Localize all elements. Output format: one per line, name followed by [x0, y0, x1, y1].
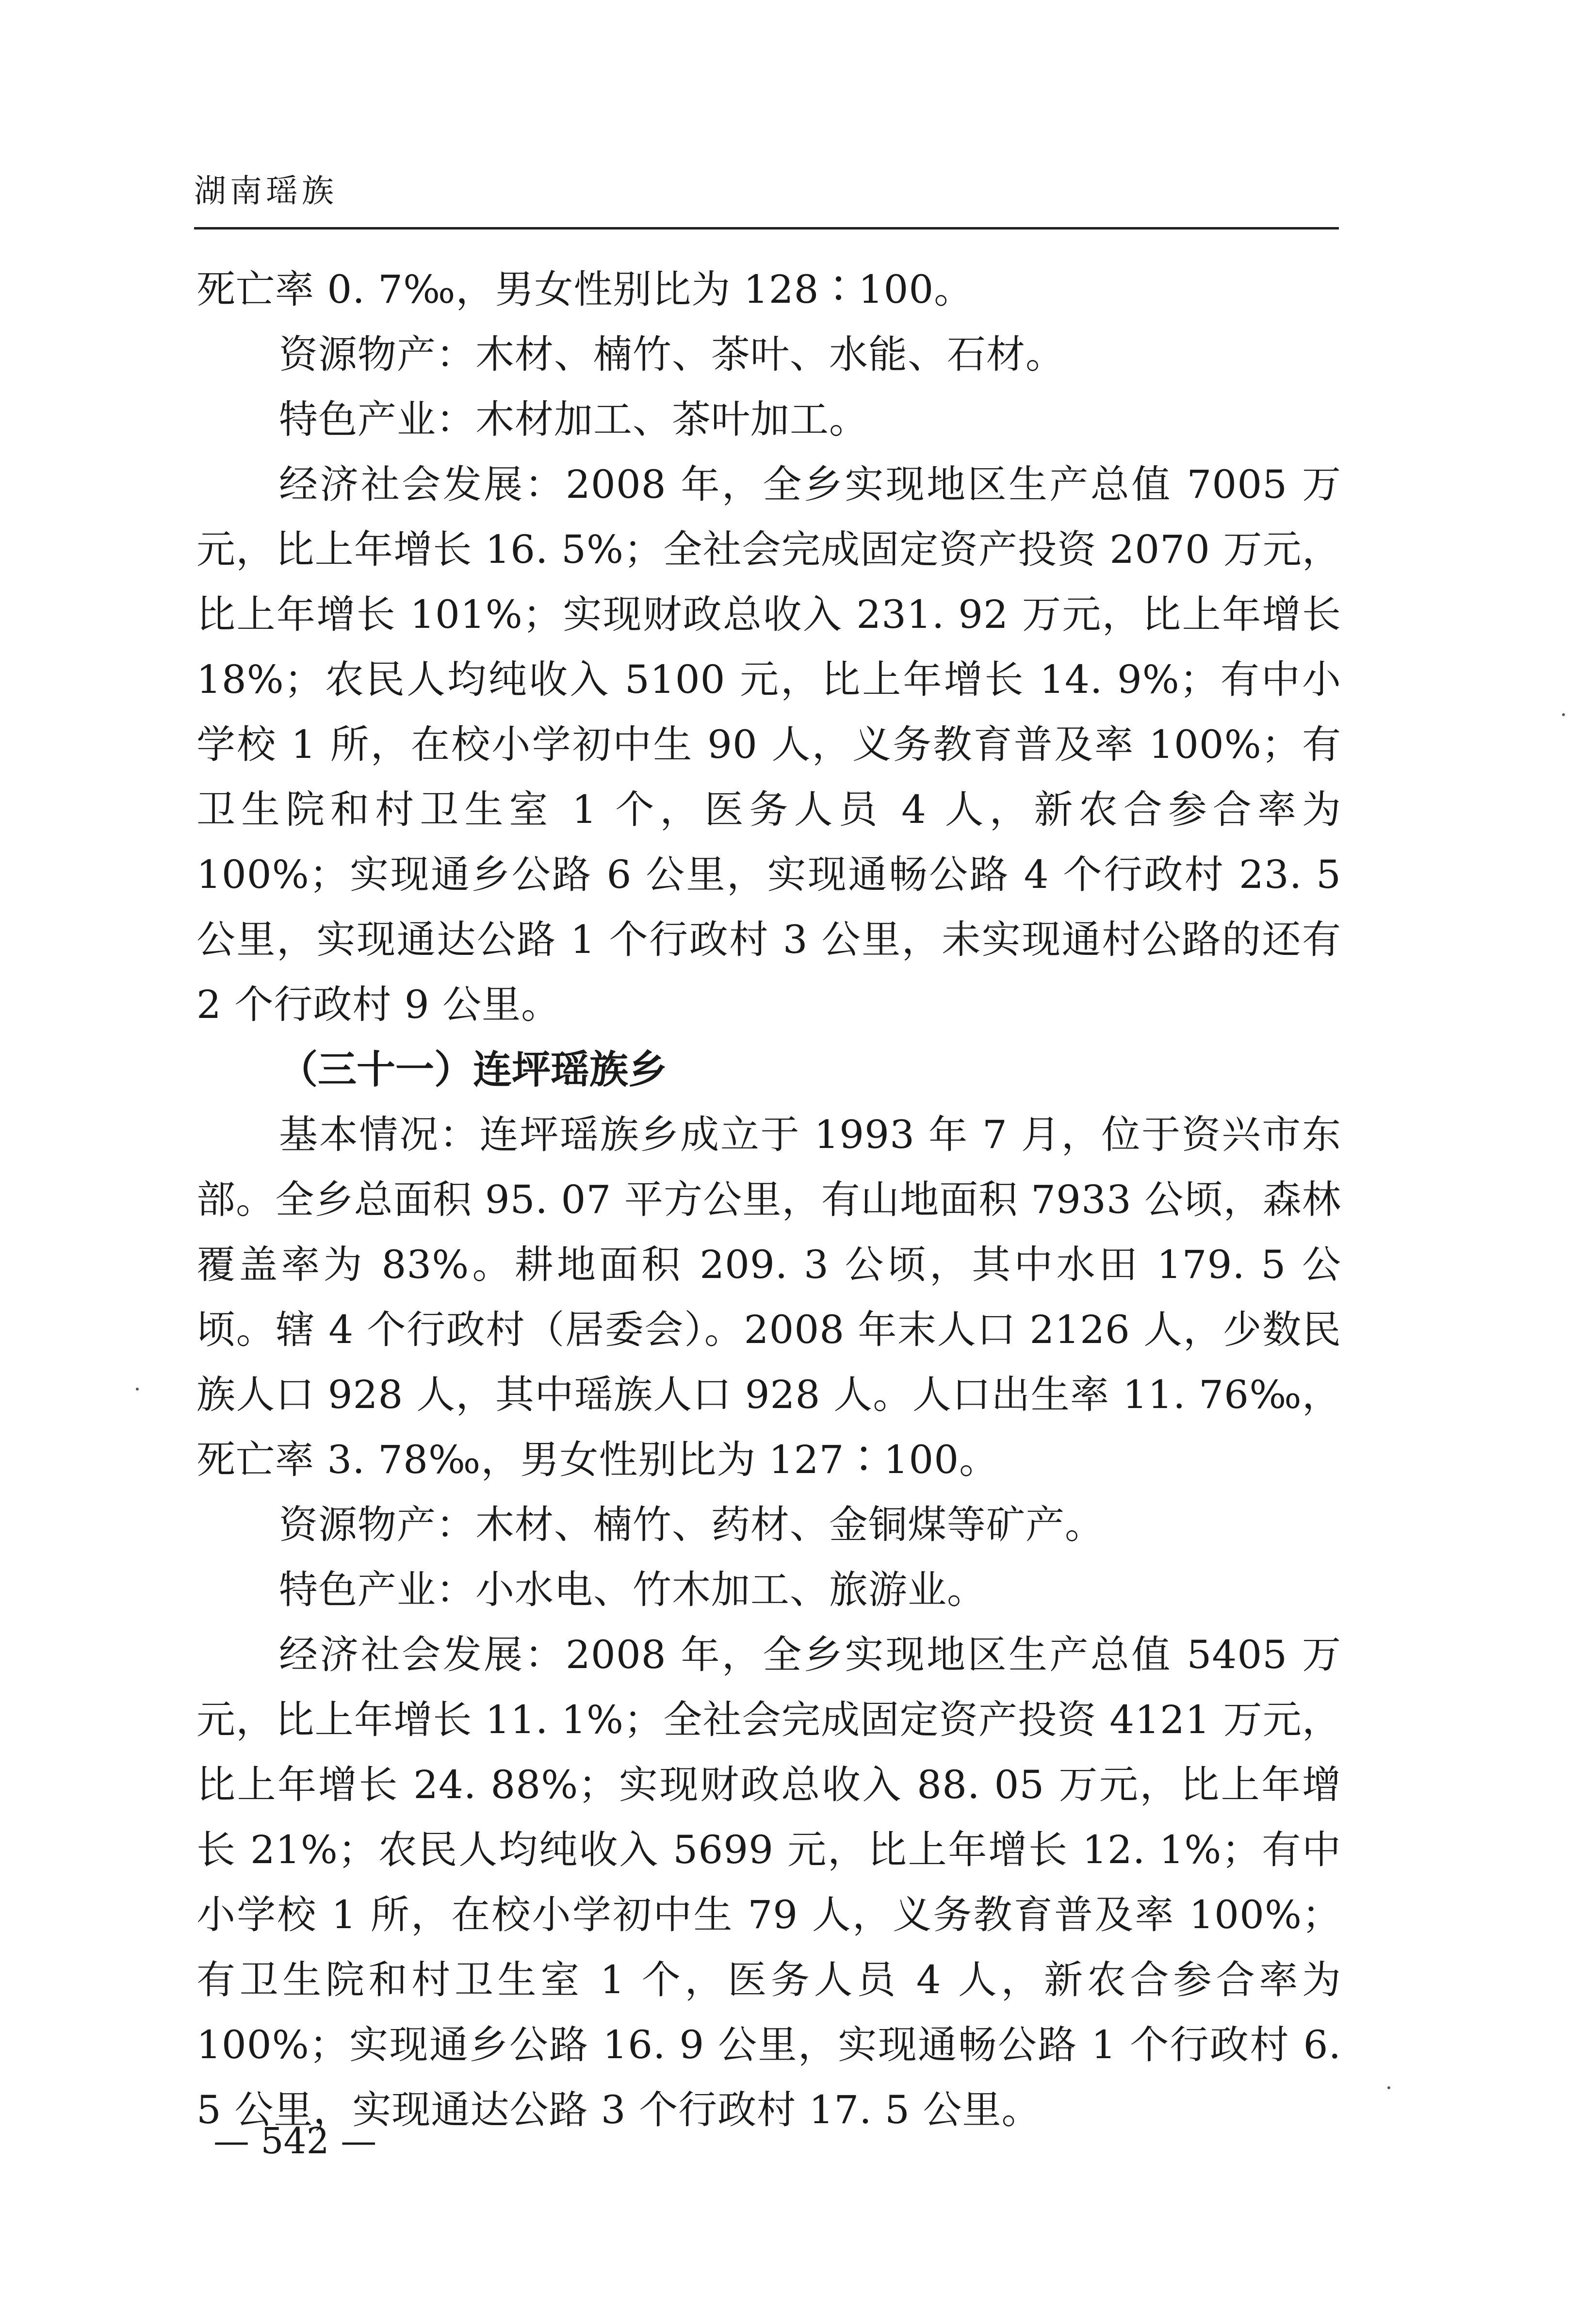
- running-header: 湖南瑶族: [194, 172, 338, 210]
- paragraph-continued: 死亡率 0. 7‰，男女性别比为 128∶100。: [196, 267, 974, 312]
- paragraph-economy: 经济社会发展：2008 年，全乡实现地区生产总值 7005 万元，比上年增长 16. 5%；全社会完成固定资产投资 2070 万元，比上年增长 101%；实现财政总收入 231. 92 万元，比上年增长 18%；农民人均纯收入 5100 元，比上年增长 14. 9%；有中小学校 1 所，在校小学初中生 90 人，义务教育普及率 100%；有卫生院和村卫生室 1 个，医务人员 4 人，新农合参合率为 100%；实现通乡公路 6 公里，实现通畅公路 4 个行政村 23. 5 公里，实现通达公路 1 个行政村 3 公里，未实现通村公路的还有 2 个行政村 9 公里。: [196, 462, 1341, 1027]
- paragraph-economy-lianping: 经济社会发展：2008 年，全乡实现地区生产总值 5405 万元，比上年增长 11. 1%；全社会完成固定资产投资 4121 万元，比上年增长 24. 88%；实现财政总收入 88. 05 万元，比上年增长 21%；农民人均纯收入 5699 元，比上年增长 12. 1%；有中小学校 1 所，在校小学初中生 79 人，义务教育普及率 100%；有卫生院和村卫生室 1 个，医务人员 4 人，新农合参合率为 100%；实现通乡公路 16. 9 公里，实现通畅公路 1 个行政村 6. 5 公里，实现通达公路 3 个行政村 17. 5 公里。: [196, 1632, 1341, 2132]
- scan-speck: [1387, 2086, 1390, 2089]
- section-heading: （三十一）连坪瑶族乡: [279, 1047, 667, 1092]
- paragraph-resources: 资源物产：木材、楠竹、茶叶、水能、石材。: [279, 332, 1065, 377]
- paragraph-industry-lianping: 特色产业：小水电、竹木加工、旅游业。: [279, 1567, 986, 1612]
- paragraph-resources-lianping: 资源物产：木材、楠竹、药材、金铜煤等矿产。: [279, 1502, 1104, 1547]
- body-text: [196, 257, 1341, 2143]
- paragraph-industry: 特色产业：木材加工、茶叶加工。: [279, 397, 868, 442]
- page-number: — 542 —: [213, 2120, 377, 2162]
- scan-speck: [1562, 713, 1565, 716]
- paragraph-basic-info: 基本情况：连坪瑶族乡成立于 1993 年 7 月，位于资兴市东部。全乡总面积 95. 07 平方公里，有山地面积 7933 公顷，森林覆盖率为 83%。耕地面积 209. 3 公顷，其中水田 179. 5 公顷。辖 4 个行政村（居委会）。2008 年末人口 2126 人，少数民族人口 928 人，其中瑶族人口 928 人。人口出生率 11. 76‰，死亡率 3. 78‰，男女性别比为 127∶100。: [196, 1112, 1341, 1482]
- scan-speck: [136, 1388, 139, 1391]
- header-rule: [194, 227, 1339, 229]
